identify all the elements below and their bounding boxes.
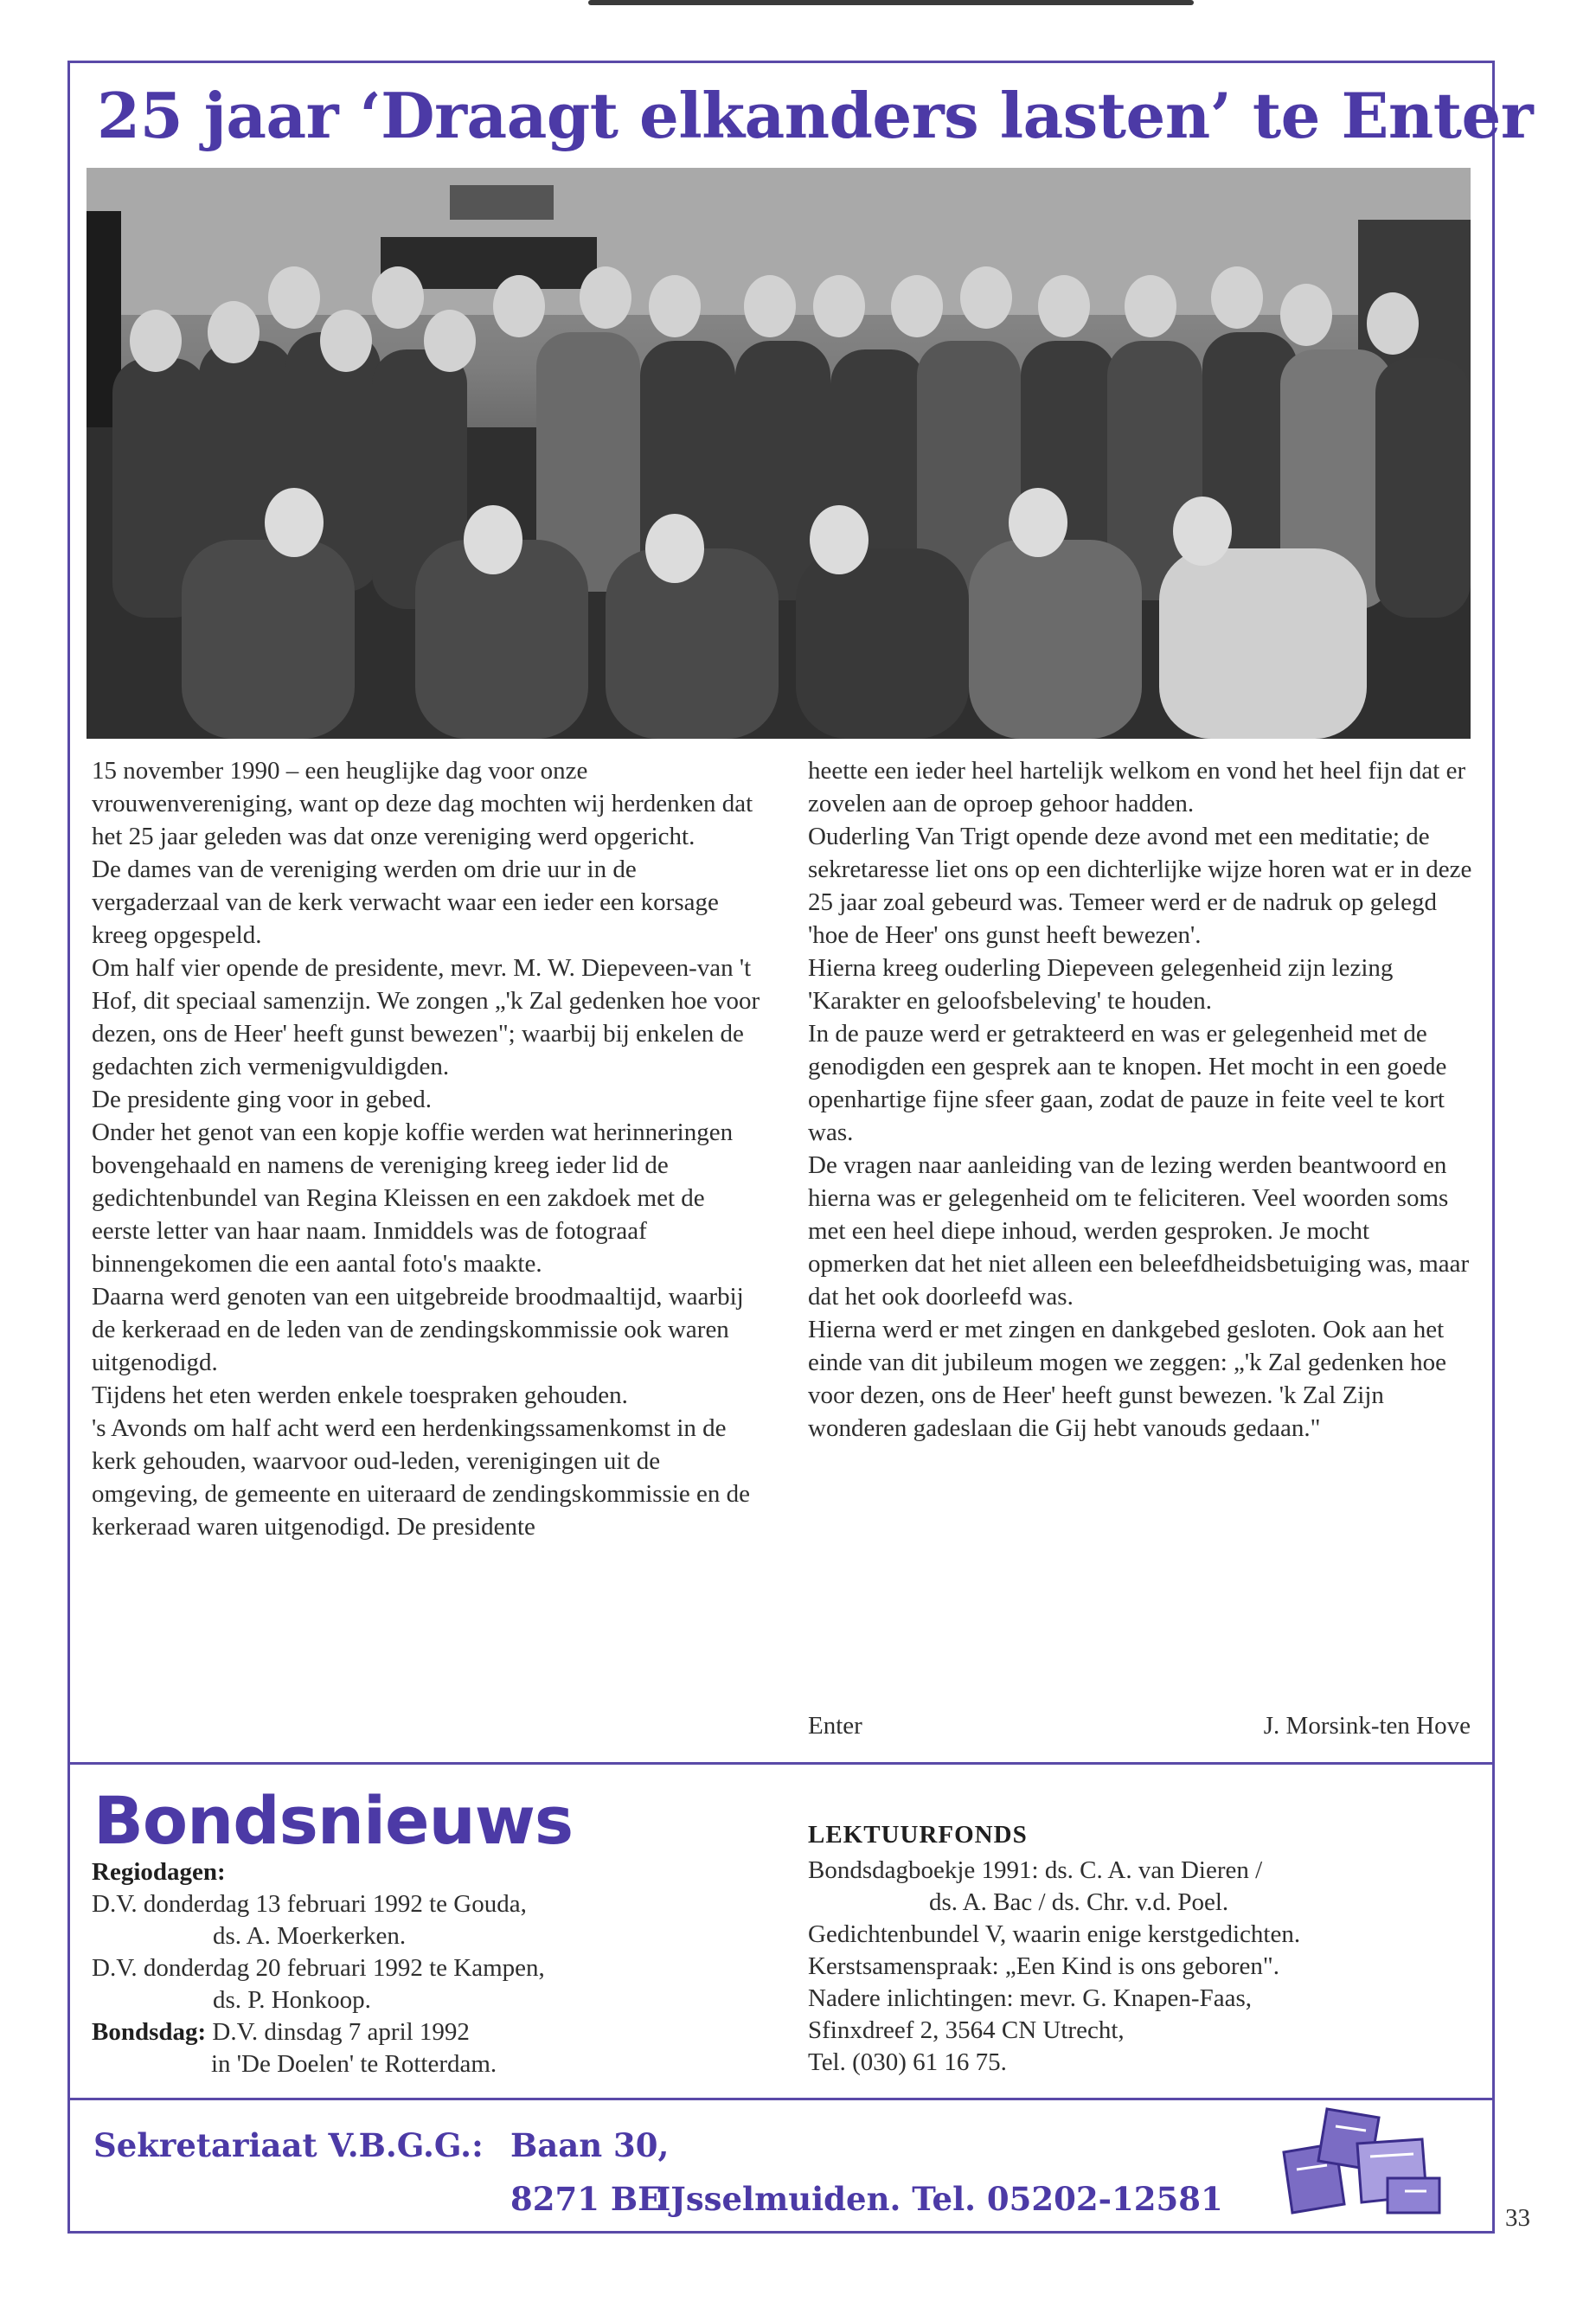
- signature-author: J. Morsink-ten Hove: [1263, 1712, 1471, 1740]
- sekretariaat-label: Sekretariaat V.B.G.G.:: [93, 2126, 484, 2164]
- regiodag-2-date: D.V. donderdag 20 februari 1992 te Kampen,: [92, 1954, 545, 1982]
- bondsnieuws-events: [92, 1856, 784, 2080]
- lektuurfonds-line: Sfinxdreef 2, 3564 CN Utrecht,: [808, 2016, 1125, 2044]
- group-photo-illustration: [87, 168, 1471, 739]
- article-title: 25 jaar ‘Draagt elkanders lasten’ te Enter: [97, 79, 1534, 152]
- signature-place: Enter: [808, 1712, 862, 1740]
- lektuurfonds-line: Nadere inlichtingen: mevr. G. Knapen-Faas,: [808, 1984, 1252, 2012]
- regiodagen-label: Regiodagen:: [92, 1858, 226, 1886]
- scan-edge-shadow: [588, 0, 1194, 5]
- sekretariaat-street: Baan 30,: [510, 2126, 670, 2164]
- lektuurfonds-line: Tel. (030) 61 16 75.: [808, 2048, 1007, 2076]
- lektuurfonds-heading: LEKTUURFONDS: [808, 1821, 1028, 1849]
- page-number: 33: [1505, 2204, 1530, 2232]
- group-photo: [87, 168, 1471, 739]
- regiodag-1-speaker: ds. A. Moerkerken.: [213, 1922, 407, 1950]
- bondsdag-label: Bondsdag:: [92, 2018, 207, 2046]
- article-column-right: heette een ieder heel hartelijk welkom en vond het heel fijn dat er zovelen aan de oproep gehoor hadden. Ouderling Van Trigt opende deze avond met een meditatie; de sekretaresse liet ons op een dichterlijke wijze horen wat er in deze 25 jaar zoal gebeurd was. Temeer werd er de nadruk op gelegd 'hoe de Heer' ons gunst heeft bewezen'. Hierna kreeg ouderling Diepeveen gelegenheid zijn lezing 'Karakter en geloofsbeleving' te houden. In de pauze werd er getrakteerd en was er gelegenheid met de genodigden een gesprek aan te knopen. Het mocht in een goede openhartige fijne sfeer gaan, zodat de pauze in feite veel te kort was. De vragen naar aanleiding van de lezing werden beantwoord en hierna was er gelegenheid om te feliciteren. Veel woorden soms met een heel diepe inhoud, werden gesproken. Je mocht opmerken dat het niet alleen een beleefdheidsbetuiging was, maar dat het ook doorleefd was. Hierna werd er met zingen en dankgebed gesloten. Ook aan het einde van dit jubileum mogen we zeggen: „'k Zal gedenken hoe voor dezen, ons de Heer' heeft gunst bewezen. 'k Zal Zijn wonderen gadeslaan die Gij hebt vanouds gedaan.": [808, 757, 1472, 1442]
- lektuurfonds-line: Bondsdagboekje 1991: ds. C. A. van Dieren /: [808, 1856, 1263, 1884]
- lektuurfonds-line: ds. A. Bac / ds. Chr. v.d. Poel.: [929, 1888, 1229, 1916]
- lektuurfonds-block: [808, 1819, 1483, 2079]
- bondsnieuws-title: Bondsnieuws: [93, 1782, 574, 1859]
- bondsdag-location: in 'De Doelen' te Rotterdam.: [211, 2050, 497, 2078]
- lektuurfonds-line: Kerstsamenspraak: „Een Kind is ons geboren".: [808, 1952, 1279, 1980]
- lektuurfonds-line: Gedichtenbundel V, waarin enige kerstgedichten.: [808, 1920, 1301, 1948]
- article-column-left: 15 november 1990 – een heuglijke dag voor onze vrouwenvereniging, want op deze dag mochten wij herdenken dat het 25 jaar geleden was dat onze vereniging werd opgericht. De dames van de vereniging werden om drie uur in de vergaderzaal van de kerk verwacht waar een ieder een korsage kreeg opgespeld. Om half vier opende de presidente, mevr. M. W. Diepeveen-van 't Hof, dit speciaal samenzijn. We zongen „'k Zal gedenken hoe voor dezen, ons de Heer' heeft gunst bewezen"; waarbij bij enkelen de gedachten zich vermenigvuldigden. De presidente ging voor in gebed. Onder het genot van een kopje koffie werden wat herinneringen bovengehaald en namens de vereniging kreeg ieder lid de gedichtenbundel van Regina Kleissen en een zakdoek met de eerste letter van haar naam. Inmiddels was de fotograaf binnengekomen die een aantal foto's maakte. Daarna werd genoten van een uitgebreide broodmaaltijd, waarbij de kerkeraad en de leden van de zendingskommissie ook waren uitgenodigd. Tijdens het eten werden enkele toespraken gehouden. 's Avonds om half acht werd een herdenkingssamenkomst in de kerk gehouden, waarvoor oud-leden, verenigingen uit de omgeving, de gemeente en uiteraard de zendingskommissie en de kerkeraad waren uitgenodigd. De presidente: [92, 757, 760, 1541]
- sekretariaat-postcode: 8271 BE: [510, 2180, 663, 2218]
- books-logo-icon: [1275, 2092, 1448, 2221]
- regiodag-2-speaker: ds. P. Honkoop.: [213, 1986, 371, 2014]
- regiodag-1-date: D.V. donderdag 13 februari 1992 te Gouda,: [92, 1890, 527, 1918]
- bondsdag-date: D.V. dinsdag 7 april 1992: [212, 2018, 470, 2046]
- sekretariaat-city-phone: IJsselmuiden. Tel. 05202-12581: [656, 2180, 1223, 2218]
